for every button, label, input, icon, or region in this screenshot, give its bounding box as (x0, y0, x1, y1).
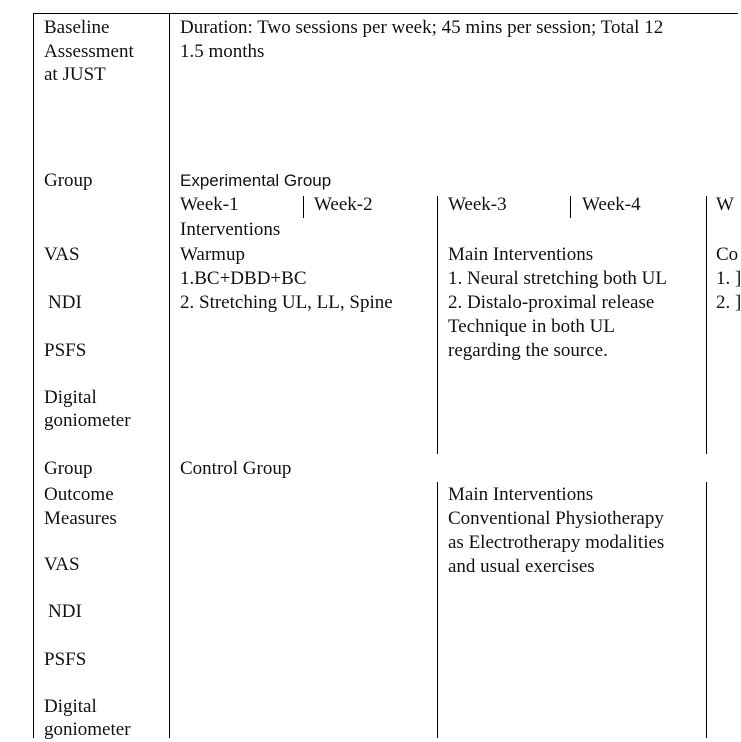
control-group-title: Control Group (180, 458, 292, 479)
control-intervention-line: Main Interventions (448, 484, 594, 505)
measure-label: NDI (48, 292, 82, 313)
outcome-label: Measures (44, 508, 117, 529)
week-divider (303, 196, 304, 218)
interventions-label: Interventions (180, 219, 281, 240)
cut-off-column-line: 2. ] (716, 292, 741, 313)
week-divider (437, 196, 438, 454)
group-label: Group (44, 458, 93, 479)
measure-label: Digital (44, 387, 97, 408)
week-label: Week-4 (582, 194, 641, 215)
table-top-border (33, 13, 738, 14)
measure-label: NDI (48, 601, 82, 622)
main-intervention-line: Main Interventions (448, 244, 594, 265)
control-intervention-line: as Electrotherapy modalities (448, 532, 665, 553)
week-label: Week-2 (314, 194, 373, 215)
measure-label: PSFS (44, 649, 87, 670)
week-label: Week-1 (180, 194, 239, 215)
control-intervention-line: and usual exercises (448, 556, 595, 577)
measure-label: VAS (44, 244, 80, 265)
group-label: Group (44, 170, 93, 191)
cut-off-column-line: Co (716, 244, 739, 265)
main-intervention-line: 2. Distalo-proximal release (448, 292, 655, 313)
warmup-line: 1.BC+DBD+BC (180, 268, 307, 289)
week-label: Week-3 (448, 194, 507, 215)
outcome-label: Outcome (44, 484, 114, 505)
week-divider (706, 482, 707, 738)
warmup-line: 2. Stretching UL, LL, Spine (180, 292, 393, 313)
main-intervention-line: Technique in both UL (448, 316, 615, 337)
week-divider (706, 196, 707, 454)
warmup-line: Warmup (180, 244, 245, 265)
experimental-group-title: Experimental Group (180, 171, 332, 190)
main-intervention-line: regarding the source. (448, 340, 608, 361)
column-divider (169, 13, 170, 738)
baseline-label: Assessment (44, 41, 134, 62)
main-intervention-line: 1. Neural stretching both UL (448, 268, 667, 289)
cut-off-column-line: 1. ] (716, 268, 741, 289)
duration-text: Duration: Two sessions per week; 45 mins per session; Total 12 (180, 17, 664, 38)
week-label: W (716, 194, 734, 215)
duration-text: 1.5 months (180, 41, 265, 62)
table-left-border (33, 13, 34, 738)
control-intervention-line: Conventional Physiotherapy (448, 508, 664, 529)
measure-label: goniometer (44, 719, 131, 740)
measure-label: goniometer (44, 410, 131, 431)
baseline-label: Baseline (44, 17, 110, 38)
week-divider (437, 482, 438, 738)
measure-label: Digital (44, 696, 97, 717)
baseline-label: at JUST (44, 64, 106, 85)
measure-label: PSFS (44, 340, 87, 361)
measure-label: VAS (44, 554, 80, 575)
week-divider (570, 196, 571, 218)
